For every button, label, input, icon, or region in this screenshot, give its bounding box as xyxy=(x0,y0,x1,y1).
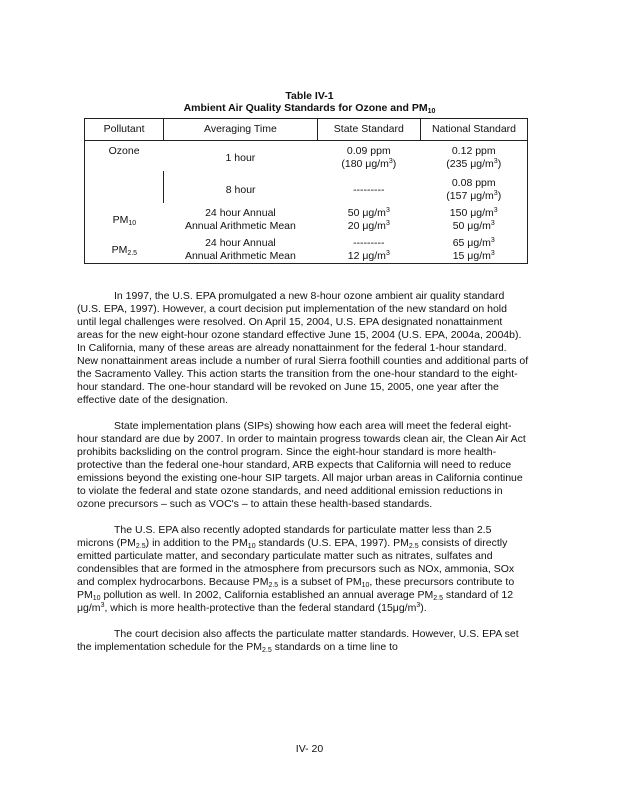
table-row xyxy=(85,207,528,233)
pollutant-pm10: $PM_{10}$ xyxy=(85,207,164,233)
pm25-averaging-times: 24 hour Annual Annual Arithmetic Mean xyxy=(164,237,317,264)
table-row xyxy=(85,237,528,264)
table-caption-title: Ambient Air Quality Standards for Ozone and $PM_{10}$ xyxy=(183,102,436,115)
pm25-state-standard: --------- 12 $\mu g/m^3$ xyxy=(317,237,420,264)
ozone-avg-1hour: 1 hour xyxy=(225,151,256,164)
header-pollutant: Pollutant xyxy=(85,119,164,141)
pm10-state-standard: 50 $\mu g/m^3$ 20 $\mu g/m^3$ xyxy=(347,207,390,232)
pollutant-ozone: Ozone xyxy=(85,145,164,203)
paragraph-pm25-standard: The U.S. EPA also recently adopted standards for particulate matter less than 2.5 microns $(PM_{2.5})$ in addition to the $PM_{10}$ standards (U.S. EPA, 1997). $PM_{2.5}$ consists of directly emitted particulate matter, and secondary particulate matter such as nitrates, sulfates and condensibles that are formed in the atmosphere from precursors such as NOx, ammonia, SOx and complex hydrocarbons. Because $PM_{2.5}$ is a subset of $PM_{10}$, these precursors contribute to $PM_{10}$ pollution as well. In 2002, California established an annual average $PM_{2.5}$ standard of 12 $\mu g/m^3$, which is more health-protective than the federal standard $(15\mu g/m^3)$. xyxy=(77,524,515,614)
pollutant-pm25: $PM_{2.5}$ xyxy=(85,237,164,264)
air-quality-standards-table xyxy=(84,118,528,264)
header-state-standard: State Standard xyxy=(317,119,420,141)
ozone-state-1hour: 0.09 ppm (180 $\mu g/m^3$) xyxy=(341,145,397,170)
pm25-national-standard: 65 $\mu g/m^3$ 15 $\mu g/m^3$ xyxy=(420,237,527,264)
table-caption-number: Table IV-1 xyxy=(285,90,334,102)
pm10-national-standard: 150 $\mu g/m^3$ 50 $\mu g/m^3$ xyxy=(420,207,527,233)
ozone-state-8hour: --------- xyxy=(353,183,385,196)
table-header-row xyxy=(85,119,528,141)
body-text xyxy=(77,290,529,667)
table-row xyxy=(85,145,528,171)
paragraph-court-decision: The court decision also affects the particulate matter standards. However, U.S. EPA set the implementation schedule for the $PM_{2.5}$ standards on a time line to xyxy=(77,628,519,654)
ozone-avg-8hour: 8 hour xyxy=(164,177,317,203)
ozone-national-1hour: 0.12 ppm (235 $\mu g/m^3$) xyxy=(420,145,527,171)
pm10-averaging-times: 24 hour Annual Annual Arithmetic Mean xyxy=(184,207,296,232)
paragraph-sips: State implementation plans (SIPs) showing how each area will meet the federal eight-hour standard are due by 2007. In order to maintain progress towards clean air, the Clean Air Act prohibits backsliding on the control program. Since the eight-hour standard is more health-protective than the federal one-hour standard, ARB expects that California will need to reduce emissions beyond the existing one-hour SIP targets. All major urban areas in California continue to violate the federal and state ozone standards, and need additional emission reductions in ozone precursors – such as VOC's – to attain these health-based standards. xyxy=(77,420,526,510)
paragraph-ozone-standard: In 1997, the U.S. EPA promulgated a new 8-hour ozone ambient air quality standard (U.S. EPA, 1997). However, a court decision put implementation of the new standard on hold until legal challenges were resolved. On April 15, 2004, U.S. EPA designated nonattainment areas for the new eight-hour ozone standard effective June 15, 2004 (U.S. EPA, 2004a, 2004b). In California, many of these areas are already nonattainment for the federal 1-hour standard. New nonattainment areas include a number of rural Sierra foothill counties and additional parts of the Sacramento Valley. This action starts the transition from the one-hour standard to the eight-hour standard. The one-hour standard will be revoked on June 15, 2005, one year after the effective date of the designation. xyxy=(77,290,529,406)
page-number: IV- 20 xyxy=(295,743,324,755)
header-averaging-time: Averaging Time xyxy=(164,119,317,141)
header-national-standard: National Standard xyxy=(420,119,527,141)
ozone-national-8hour: 0.08 ppm (157 $\mu g/m^3$) xyxy=(420,177,527,203)
